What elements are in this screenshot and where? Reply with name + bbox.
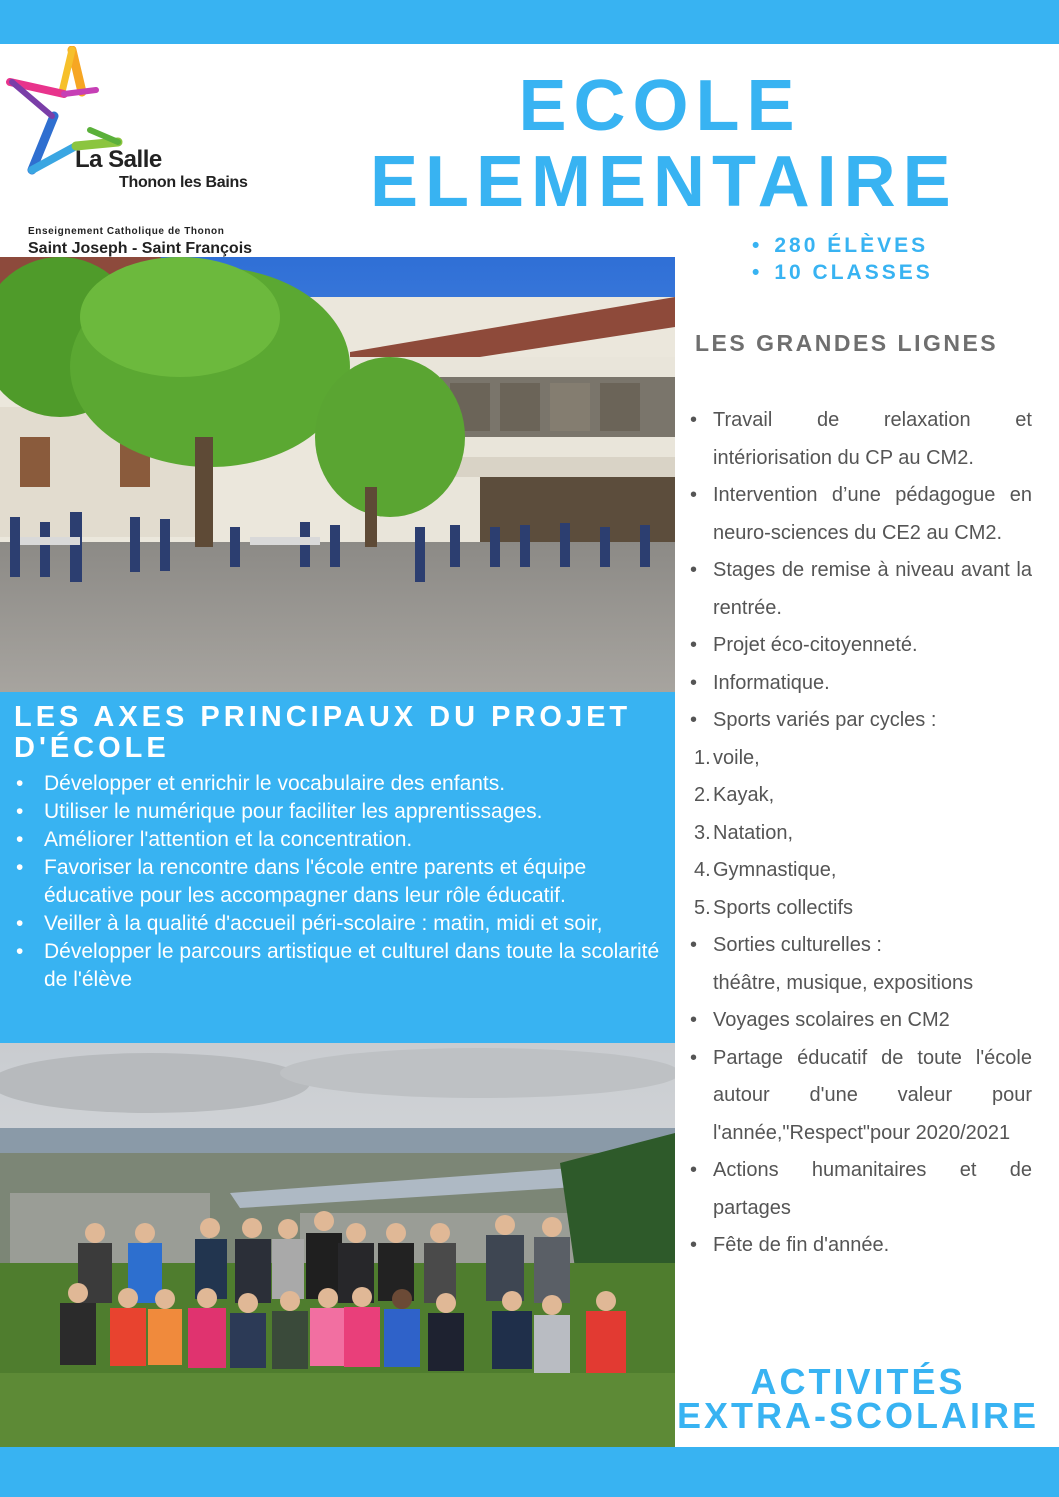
logo-name: La Salle — [75, 146, 162, 173]
stat-students: • 280 ÉLÈVES — [752, 232, 933, 259]
item-text: voile, — [713, 746, 760, 769]
list-item: • Fête de fin d'année. — [690, 1227, 1032, 1265]
numbered-item — [690, 815, 1032, 853]
list-item: • Projet éco-citoyenneté. — [690, 627, 1032, 665]
item-text: Kayak, — [713, 784, 775, 806]
numbered-item — [690, 890, 1032, 928]
numbered-item — [690, 852, 1032, 890]
axes-item: • Favoriser la rencontre dans l'école entre parents et équipe éducative pour les accompagner dans leur rôle éducatif. — [14, 854, 664, 910]
logo-school-name: Saint Joseph - Saint François — [28, 240, 253, 257]
list-item: • Actions humanitaires et de partages — [690, 1152, 1032, 1227]
top-band — [0, 0, 1059, 44]
list-item: • Travail de relaxation et intériorisation du CP au CM2. — [690, 402, 1032, 477]
extra-line-2: EXTRA-SCOLAIRE — [676, 1395, 1039, 1436]
class-group-photo — [0, 1043, 675, 1447]
axes-item: • Utiliser le numérique pour faciliter les apprentissages. — [14, 798, 664, 826]
item-number: 3. — [694, 821, 711, 844]
title-line-1: ECOLE — [518, 66, 802, 146]
list-item: • Sports variés par cycles : — [690, 702, 1032, 740]
axes-item: • Veiller à la qualité d'accueil péri-scolaire : matin, midi et soir, — [14, 910, 664, 938]
list-item-continuation: théâtre, musique, expositions — [713, 971, 974, 994]
numbered-item — [690, 777, 1032, 815]
main-lines-heading: LES GRANDES LIGNES — [695, 330, 999, 356]
axes-item: • Améliorer l'attention et la concentration. — [14, 826, 664, 854]
item-text: Natation, — [713, 821, 794, 844]
main-lines-list — [690, 402, 1032, 1265]
item-text: Gymnastique, — [713, 859, 837, 881]
axes-item: • Développer le parcours artistique et culturel dans toute la scolarité de l'élève — [14, 938, 664, 994]
item-text: Sports collectifs — [713, 896, 854, 919]
item-number: 5. — [694, 896, 711, 919]
school-stats — [752, 232, 933, 286]
school-courtyard-photo — [0, 257, 675, 692]
stat-classes: • 10 CLASSES — [752, 259, 933, 286]
extra-line-1: ACTIVITÉS — [750, 1361, 966, 1402]
item-number: 4. — [694, 859, 711, 881]
numbered-item — [690, 740, 1032, 778]
axes-list — [14, 770, 664, 994]
project-axes-panel — [0, 692, 675, 1043]
list-item: • Stages de remise à niveau avant la rentrée. — [690, 552, 1032, 627]
title-line-2: ELEMENTAIRE — [370, 142, 958, 222]
page-title — [370, 66, 958, 222]
logo-city: Thonon les Bains — [119, 174, 248, 191]
list-item: • Voyages scolaires en CM2 — [690, 1002, 1032, 1040]
bottom-band — [0, 1447, 1059, 1497]
axes-title: LES AXES PRINCIPAUX DU PROJET D'ÉCOLE — [14, 701, 632, 764]
item-number: 2. — [694, 784, 711, 806]
school-logo — [6, 46, 261, 257]
list-item: • Partage éducatif de toute l'école autour d'une valeur pour l'année,"Respect"pour 2020/2021 — [690, 1040, 1032, 1153]
logo-subtitle: Enseignement Catholique de Thonon — [28, 226, 225, 237]
extra-activities-heading — [676, 1361, 1040, 1436]
list-item: • Informatique. — [690, 665, 1032, 703]
list-item: • Sorties culturelles : — [690, 927, 1032, 965]
item-number: 1. — [694, 746, 711, 769]
list-item: • Intervention d’une pédagogue en neuro-sciences du CE2 au CM2. — [690, 477, 1032, 552]
axes-item: • Développer et enrichir le vocabulaire des enfants. — [14, 770, 664, 798]
